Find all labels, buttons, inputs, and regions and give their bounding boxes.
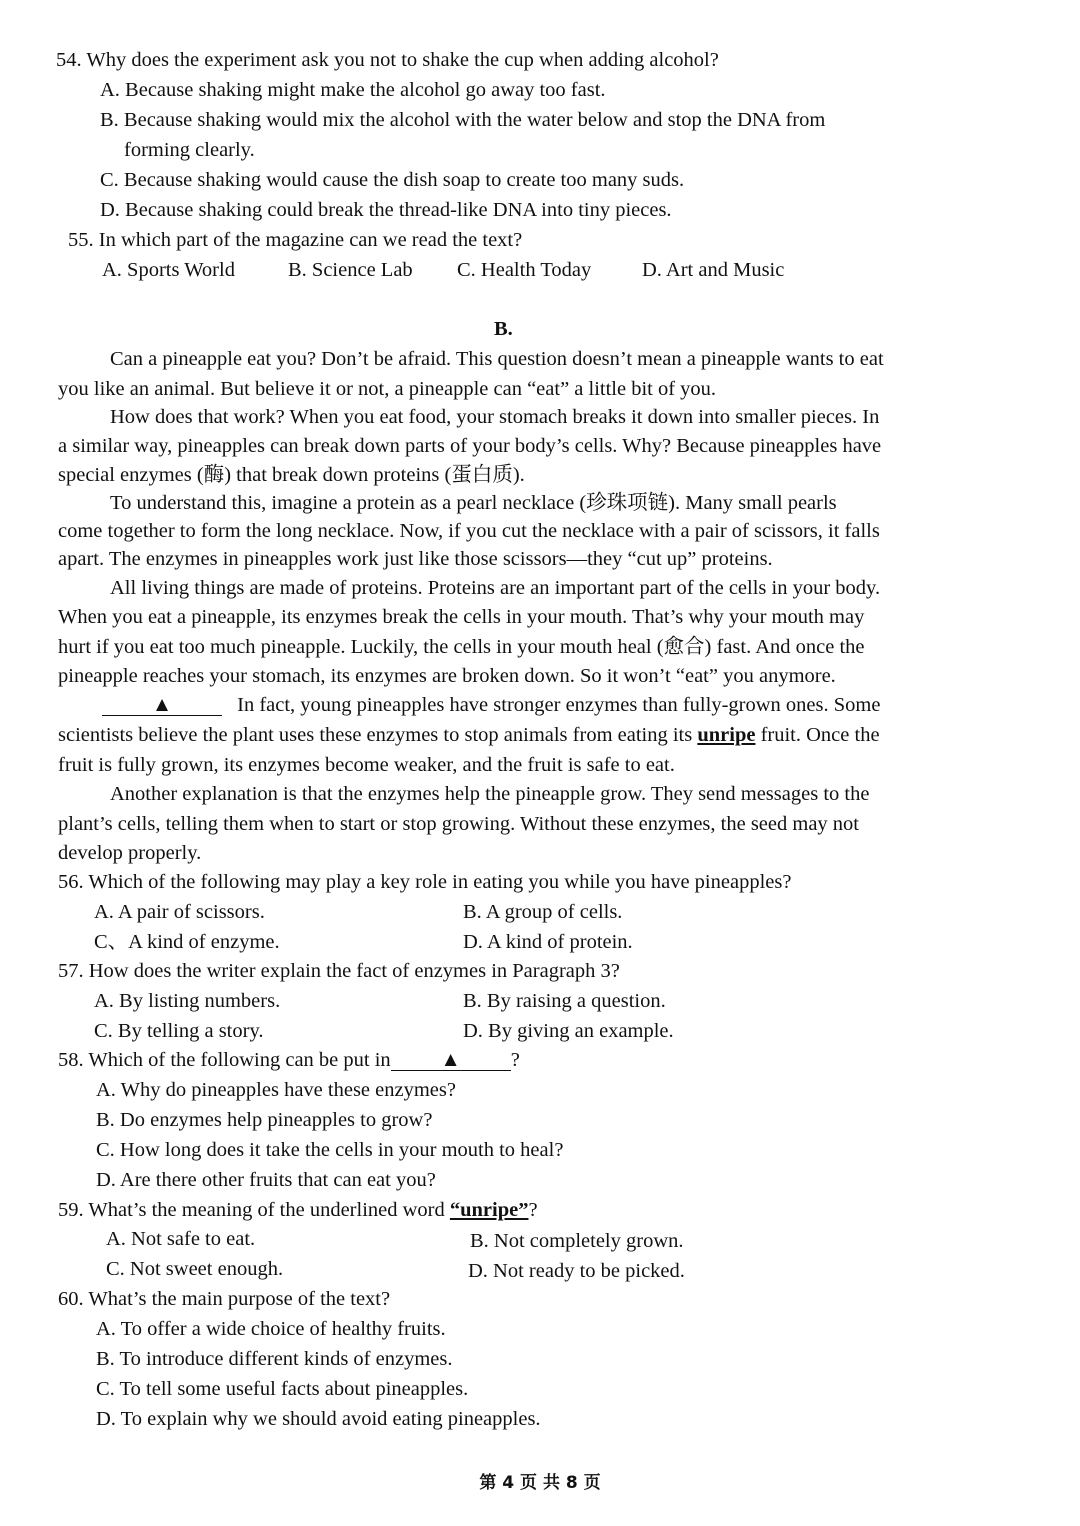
p3-line3: apart. The enzymes in pineapples work just like those scissors—they “cut up” proteins. bbox=[58, 548, 773, 570]
q60-stem: 60. What’s the main purpose of the text? bbox=[58, 1288, 391, 1310]
q59-option-a: A. Not safe to eat. bbox=[106, 1228, 256, 1250]
q54-option-b-line2: forming clearly. bbox=[124, 139, 255, 161]
q59-stem-end: ? bbox=[528, 1199, 538, 1221]
p5-line2-text-b: fruit. Once the bbox=[760, 724, 880, 746]
q55-option-d: D. Art and Music bbox=[642, 259, 785, 281]
q60-option-d: D. To explain why we should avoid eating pineapples. bbox=[96, 1408, 541, 1430]
answer-blank: ▲ bbox=[102, 693, 222, 716]
p2-line2: a similar way, pineapples can break down parts of your body’s cells. Why? Because pineapples have bbox=[58, 435, 882, 457]
p3-line2: come together to form the long necklace. Now, if you cut the necklace with a pair of scissors, it falls bbox=[58, 520, 880, 542]
q57-stem: 57. How does the writer explain the fact of enzymes in Paragraph 3? bbox=[58, 960, 620, 982]
p6-line3: develop properly. bbox=[58, 842, 202, 864]
q56-option-b: B. A group of cells. bbox=[463, 901, 623, 923]
p4-line4: pineapple reaches your stomach, its enzymes are broken down. So it won’t “eat” you anymore. bbox=[58, 665, 836, 687]
q58-option-a: A. Why do pineapples have these enzymes? bbox=[96, 1079, 456, 1101]
q55-stem: 55. In which part of the magazine can we read the text? bbox=[68, 229, 523, 251]
p5-line1 bbox=[102, 690, 880, 720]
q57-option-d: D. By giving an example. bbox=[463, 1020, 674, 1042]
p2-line3: special enzymes (酶) that break down proteins (蛋白质). bbox=[58, 464, 525, 486]
p5-line2 bbox=[58, 720, 880, 750]
page-number: 第 4 页 共 8 页 bbox=[479, 1473, 601, 1493]
p1-line2: you like an animal. But believe it or not, a pineapple can “eat” a little bit of you. bbox=[58, 378, 717, 400]
p6-line2: plant’s cells, telling them when to start or stop growing. Without these enzymes, the seed may not bbox=[58, 813, 859, 835]
q55-option-a: A. Sports World bbox=[102, 259, 235, 281]
q59-stem-text: 59. What’s the meaning of the underlined word bbox=[58, 1199, 445, 1221]
q54-option-a: A. Because shaking might make the alcohol go away too fast. bbox=[100, 79, 606, 101]
p4-line2: When you eat a pineapple, its enzymes break the cells in your mouth. That’s why your mouth may bbox=[58, 606, 865, 628]
q59-stem bbox=[58, 1195, 538, 1225]
underlined-word-unripe: unripe bbox=[697, 724, 756, 746]
q58-option-b: B. Do enzymes help pineapples to grow? bbox=[96, 1109, 433, 1131]
q56-option-d: D. A kind of protein. bbox=[463, 931, 633, 953]
q56-stem: 56. Which of the following may play a key role in eating you while you have pineapples? bbox=[58, 871, 792, 893]
q56-option-a: A. A pair of scissors. bbox=[94, 901, 265, 923]
p4-line3: hurt if you eat too much pineapple. Luckily, the cells in your mouth heal (愈合) fast. And once the bbox=[58, 636, 865, 658]
q60-option-a: A. To offer a wide choice of healthy fruits. bbox=[96, 1318, 446, 1340]
p5-line3: fruit is fully grown, its enzymes become weaker, and the fruit is safe to eat. bbox=[58, 754, 675, 776]
q58-stem-text: 58. Which of the following can be put in bbox=[58, 1049, 391, 1071]
p5-line2-text-a: scientists believe the plant uses these enzymes to stop animals from eating its bbox=[58, 724, 693, 746]
q59-option-c: C. Not sweet enough. bbox=[106, 1258, 284, 1280]
q54-stem: 54. Why does the experiment ask you not to shake the cup when adding alcohol? bbox=[56, 49, 719, 71]
p6-line1: Another explanation is that the enzymes help the pineapple grow. They send messages to the bbox=[110, 783, 870, 805]
q54-option-c: C. Because shaking would cause the dish soap to create too many suds. bbox=[100, 169, 685, 191]
p3-line1: To understand this, imagine a protein as a pearl necklace (珍珠项链). Many small pearls bbox=[110, 492, 837, 514]
q55-option-b: B. Science Lab bbox=[288, 259, 413, 281]
q60-option-c: C. To tell some useful facts about pineapples. bbox=[96, 1378, 469, 1400]
q60-option-b: B. To introduce different kinds of enzymes. bbox=[96, 1348, 453, 1370]
q58-stem bbox=[58, 1045, 520, 1075]
p5-line1-text: In fact, young pineapples have stronger enzymes than fully-grown ones. Some bbox=[237, 694, 881, 716]
q59-option-b: B. Not completely grown. bbox=[470, 1230, 684, 1252]
q58-option-c: C. How long does it take the cells in your mouth to heal? bbox=[96, 1139, 564, 1161]
q59-underlined-word: “unripe” bbox=[449, 1199, 529, 1221]
p1-line1: Can a pineapple eat you? Don’t be afraid. This question doesn’t mean a pineapple wants to eat bbox=[110, 348, 884, 370]
q58-blank: ▲ bbox=[391, 1048, 511, 1071]
q54-option-d: D. Because shaking could break the thread-like DNA into tiny pieces. bbox=[100, 199, 672, 221]
p4-line1: All living things are made of proteins. Proteins are an important part of the cells in your body. bbox=[110, 577, 881, 599]
q59-option-d: D. Not ready to be picked. bbox=[468, 1260, 685, 1282]
q54-option-b-line1: B. Because shaking would mix the alcohol with the water below and stop the DNA from bbox=[100, 109, 826, 131]
q57-option-c: C. By telling a story. bbox=[94, 1020, 264, 1042]
q58-option-d: D. Are there other fruits that can eat you? bbox=[96, 1169, 436, 1191]
passage-title: B. bbox=[494, 318, 513, 340]
q56-option-c: C、A kind of enzyme. bbox=[94, 931, 280, 953]
q58-stem-end: ? bbox=[510, 1049, 520, 1071]
q55-option-c: C. Health Today bbox=[457, 259, 592, 281]
q57-option-b: B. By raising a question. bbox=[463, 990, 666, 1012]
q57-option-a: A. By listing numbers. bbox=[94, 990, 281, 1012]
p2-line1: How does that work? When you eat food, your stomach breaks it down into smaller pieces. In bbox=[110, 406, 880, 428]
